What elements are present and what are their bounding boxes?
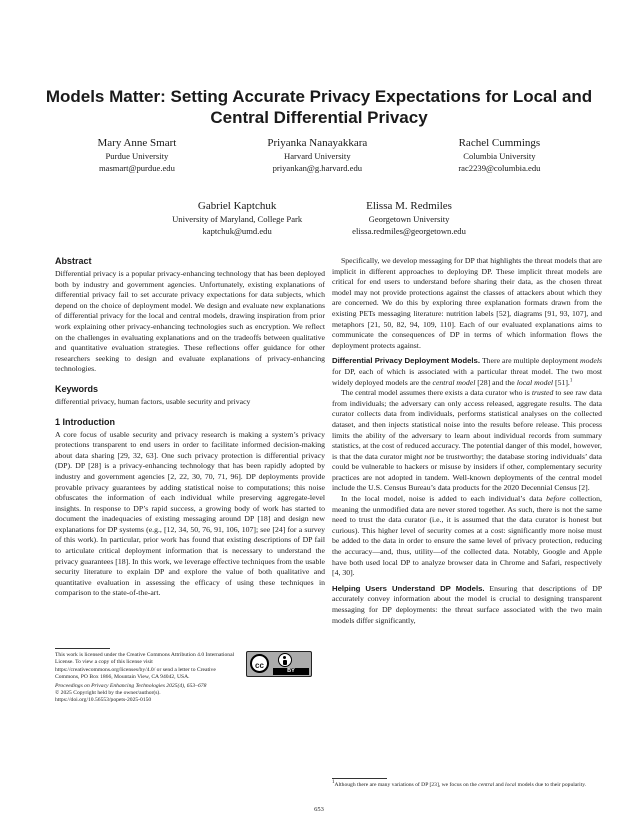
- introduction-heading: 1 Introduction: [55, 416, 115, 427]
- author-affiliation: Georgetown University: [368, 214, 450, 224]
- abstract-text: Differential privacy is a popular privacy-enhancing technology that has been deployed both by industry and government agencies. Unfortunately, existing explanations of differential privacy fail to set accurate privacy expectations for data subjects, which depend on the choice of deployment model. We design and evaluate new explanations of differential privacy for the local and central models, drawing inspiration from prior work explaining other privacy-enhancing technologies such as encryption. We reflect on the challenges in evaluating explanations and on the tradeoffs between qualitative and quantitative evaluation strategies. These reflections offer guidance for other researchers seeking to design and evaluate explanations of privacy-enhancing technologies.: [55, 269, 325, 374]
- license-text: This work is licensed under the Creative Commons Attribution 4.0 International License. To view a copy of this license visit https://creativecommons.org/licenses/by/4.0/ or send a letter to Creative Commons, PO Box 1866, Mountain View, CA 94042, USA.: [55, 652, 235, 681]
- author-name: Elissa M. Redmiles: [366, 200, 452, 212]
- body-paragraph: In the local model, noise is added to each individual’s data before collection, meaning the unmodified data are never stored together. As such, there is not the same need to trust the data curator (i.e., it is assumed that the data curator is honest but curious). This higher level of security comes at a cost: significantly more noise must be added to the data in order to ensure the same level of privacy protection, reducing the accuracy—and, thus, utility—of the collected data. Notably, Google and Apple have both used local DP to analyze browser data in Chrome and Safari, respectively [4, 30].: [332, 494, 602, 578]
- footnote-marker[interactable]: 1: [569, 377, 573, 383]
- keywords-text: differential privacy, human factors, usable security and privacy: [55, 396, 251, 406]
- body-paragraph: The central model assumes there exists a data curator who is trusted to see raw data from individuals; the adversary can only access released, aggregate results. The data curator collects data from individuals, performs statistical analyses on the collected dataset, and then injects statistical noise into the results before release. This process limits the ability of the adversary to learn about individual records from summary statistics, at the cost of reduced accuracy. The potential danger of this model, however, is that the data curator might not be trustworthy; the database storing individuals’ data could be vulnerable to hackers or misuse by insiders if other, complementary security practices are not adopted in tandem. Well-known deployments of the central model include the U.S. Census Bureau’s data products for the 2020 Decennial Census [2].: [332, 388, 602, 493]
- author-email: priyankan@g.harvard.edu: [272, 162, 363, 173]
- right-column: [332, 256, 602, 626]
- footnote-number: 1: [332, 780, 335, 786]
- body-paragraph: Differential Privacy Deployment Models. There are multiple deployment models for DP, each of which is associated with a particular threat model. The two most widely deployed models are the central model [28] and the local model [51].$^1$: [332, 356, 602, 387]
- author-name: Rachel Cummings: [458, 137, 541, 149]
- footnote-rule: [332, 778, 387, 779]
- cc-by-badge[interactable]: [246, 651, 312, 677]
- left-column: [55, 256, 325, 599]
- author-block: [267, 136, 367, 174]
- footnote: $^1$Although there are many variations of DP [23], we focus on the central and local models due to their popularity.: [332, 778, 602, 789]
- author-block: [458, 136, 540, 174]
- doi-link[interactable]: https://doi.org/10.56553/popets-2025-0150: [55, 697, 152, 704]
- author-email: kaptchuk@umd.edu: [202, 225, 272, 236]
- proceedings-line: Proceedings on Privacy Enhancing Technologies 2025(4), 653–678: [55, 682, 207, 689]
- attribution-person-icon: [278, 653, 292, 667]
- footnote-rule: [55, 648, 110, 649]
- author-block: [172, 199, 302, 237]
- keywords-heading: Keywords: [55, 383, 99, 394]
- introduction-text: A core focus of usable security and privacy research is making a system’s privacy protections transparent to end users in order to facilitate informed decision-making about data sharing [29, 32, 63]. One such privacy protection is differential privacy (DP). DP [28] is a privacy-enhancing technology that has been rapidly adopted by industry and government agencies [2, 22, 30, 70, 71, 96]. DP deployments provide provable privacy guarantees by adding statistical noise to computations; this noise obfuscates the information of each individual while preserving aggregate-level insights. In response to DP’s rapid success, a growing body of work has started to document the inadequacies of existing messaging around DP [18] and design new explanations for DP systems (e.g., [12, 34, 50, 76, 91, 106, 107]; see [24] for a survey of this work). In particular, prior work has found that existing descriptions of DP fail to articulate critical deployment information that is necessary to understand the privacy guarantees [18]. In this work, we leverage effective techniques from the usable security literature to explain DP and explore the value of both qualitative and quantitative evaluation in assessing the efficacy of using these techniques in comparison to the state-of-the-art.: [55, 429, 325, 598]
- author-row-1: [52, 136, 586, 174]
- author-email: masmart@purdue.edu: [98, 162, 175, 173]
- abstract-heading: Abstract: [55, 256, 92, 266]
- author-block: [352, 199, 466, 237]
- author-affiliation: Harvard University: [284, 151, 351, 161]
- author-name: Gabriel Kaptchuk: [197, 200, 277, 212]
- author-affiliation: Columbia University: [463, 151, 536, 161]
- author-row-2: [52, 199, 586, 237]
- paragraph-heading: Differential Privacy Deployment Models.: [332, 356, 481, 366]
- license-block: [55, 648, 325, 705]
- author-block: [98, 136, 177, 174]
- paper-title: Models Matter: Setting Accurate Privacy Expectations for Local and Central Differential Privacy: [45, 87, 593, 127]
- copyright-line: © 2025 Copyright held by the owner/author(s).: [55, 690, 161, 697]
- cc-logo-icon: cc: [250, 654, 269, 673]
- author-email: rac2239@columbia.edu: [458, 162, 541, 173]
- body-paragraph: Helping Users Understand DP Models. Ensuring that descriptions of DP accurately convey information about the model is crucial to designing transparent messaging for DP deployments: the threat surface associated with the two main models differ significantly,: [332, 583, 603, 625]
- author-affiliation: University of Maryland, College Park: [172, 214, 303, 224]
- author-affiliation: Purdue University: [105, 151, 169, 161]
- page-number: 653: [314, 806, 324, 813]
- author-email: elissa.redmiles@georgetown.edu: [352, 225, 466, 236]
- by-label: BY: [273, 668, 309, 675]
- body-paragraph: Specifically, we develop messaging for DP that highlights the threat models that are implicit in different approaches to deploying DP. These implicit threat models are critical for end users to understand before sharing their data, as the chosen threat model may not provide protections against the classes of attackers about which they are concerned. We do this by exploring three explanation formats drawn from the existing PETs messaging literature: nutrition labels [52], diagrams [91, 93, 107], and metaphors [21, 50, 82, 94, 109, 110]. Each of our evaluated explanations aims to communicate the consequences of DP in terms of which information flows the deployment protects against.: [332, 256, 602, 350]
- author-name: Mary Anne Smart: [97, 137, 177, 149]
- paragraph-heading: Helping Users Understand DP Models.: [332, 583, 485, 593]
- author-name: Priyanka Nanayakkara: [267, 137, 368, 149]
